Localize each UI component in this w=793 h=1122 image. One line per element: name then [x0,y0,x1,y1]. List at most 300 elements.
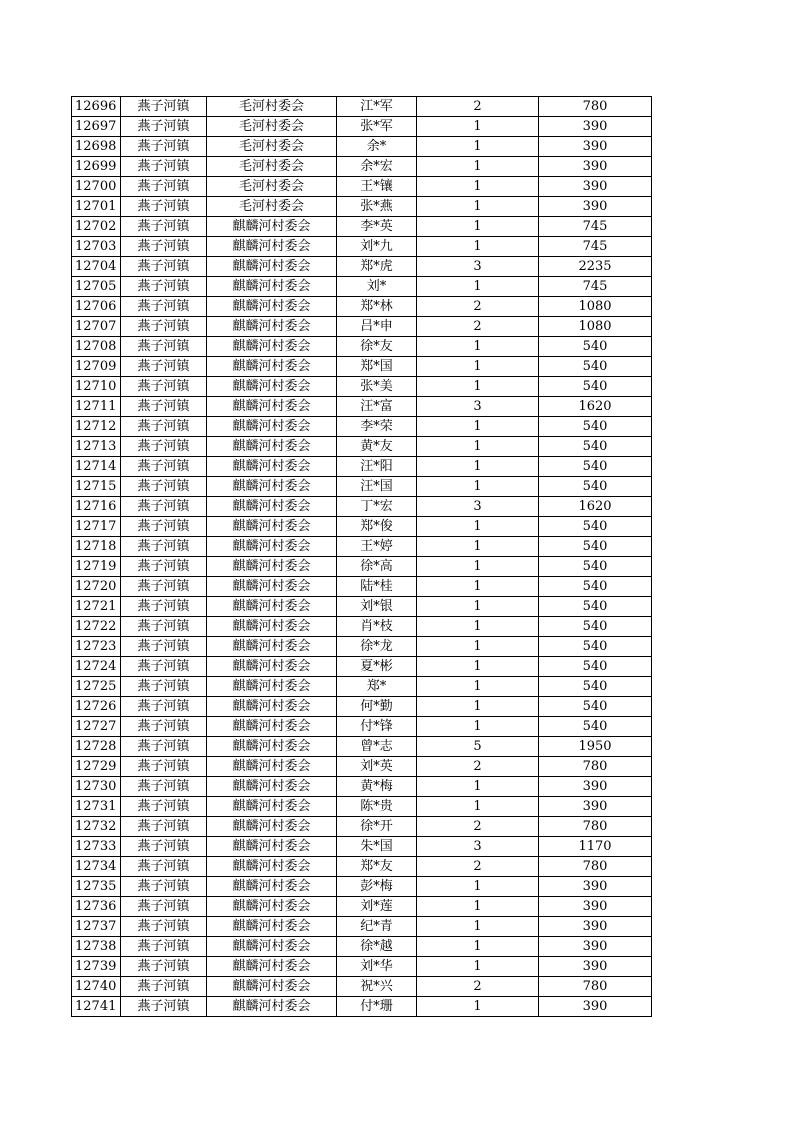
id-cell: 12713 [72,437,121,457]
town-cell: 燕子河镇 [121,837,207,857]
table-row [72,337,652,357]
count-cell: 1 [417,937,539,957]
town-cell: 燕子河镇 [121,317,207,337]
table-row [72,557,652,577]
amount-cell: 1170 [539,837,652,857]
village-cell: 麒麟河村委会 [207,777,337,797]
table-row [72,797,652,817]
name-cell: 徐*龙 [337,637,417,657]
id-cell: 12730 [72,777,121,797]
count-cell: 1 [417,537,539,557]
data-table [71,96,652,1017]
amount-cell: 1620 [539,497,652,517]
count-cell: 2 [417,317,539,337]
amount-cell: 540 [539,537,652,557]
village-cell: 麒麟河村委会 [207,397,337,417]
village-cell: 麒麟河村委会 [207,977,337,997]
id-cell: 12729 [72,757,121,777]
village-cell: 毛河村委会 [207,97,337,117]
table-body [72,97,652,1017]
amount-cell: 390 [539,177,652,197]
id-cell: 12726 [72,697,121,717]
town-cell: 燕子河镇 [121,897,207,917]
town-cell: 燕子河镇 [121,537,207,557]
id-cell: 12705 [72,277,121,297]
count-cell: 1 [417,357,539,377]
village-cell: 麒麟河村委会 [207,437,337,457]
id-cell: 12722 [72,617,121,637]
village-cell: 麒麟河村委会 [207,217,337,237]
table-row [72,897,652,917]
amount-cell: 540 [539,677,652,697]
count-cell: 1 [417,117,539,137]
id-cell: 12727 [72,717,121,737]
town-cell: 燕子河镇 [121,817,207,837]
name-cell: 张*美 [337,377,417,397]
id-cell: 12716 [72,497,121,517]
amount-cell: 1620 [539,397,652,417]
village-cell: 麒麟河村委会 [207,697,337,717]
village-cell: 毛河村委会 [207,197,337,217]
count-cell: 1 [417,477,539,497]
town-cell: 燕子河镇 [121,257,207,277]
count-cell: 1 [417,777,539,797]
amount-cell: 780 [539,97,652,117]
id-cell: 12707 [72,317,121,337]
count-cell: 1 [417,577,539,597]
count-cell: 1 [417,157,539,177]
village-cell: 麒麟河村委会 [207,637,337,657]
town-cell: 燕子河镇 [121,957,207,977]
town-cell: 燕子河镇 [121,937,207,957]
village-cell: 麒麟河村委会 [207,997,337,1017]
village-cell: 麒麟河村委会 [207,597,337,617]
id-cell: 12701 [72,197,121,217]
id-cell: 12735 [72,877,121,897]
town-cell: 燕子河镇 [121,757,207,777]
id-cell: 12738 [72,937,121,957]
count-cell: 2 [417,857,539,877]
id-cell: 12741 [72,997,121,1017]
count-cell: 1 [417,877,539,897]
count-cell: 1 [417,717,539,737]
amount-cell: 540 [539,697,652,717]
count-cell: 1 [417,657,539,677]
table-row [72,837,652,857]
village-cell: 麒麟河村委会 [207,877,337,897]
table-row [72,117,652,137]
count-cell: 1 [417,677,539,697]
town-cell: 燕子河镇 [121,337,207,357]
count-cell: 1 [417,637,539,657]
table-row [72,657,652,677]
id-cell: 12703 [72,237,121,257]
table-row [72,757,652,777]
id-cell: 12717 [72,517,121,537]
id-cell: 12736 [72,897,121,917]
village-cell: 麒麟河村委会 [207,957,337,977]
village-cell: 麒麟河村委会 [207,457,337,477]
id-cell: 12721 [72,597,121,617]
village-cell: 麒麟河村委会 [207,377,337,397]
amount-cell: 780 [539,817,652,837]
village-cell: 麒麟河村委会 [207,897,337,917]
id-cell: 12724 [72,657,121,677]
count-cell: 3 [417,497,539,517]
village-cell: 麒麟河村委会 [207,617,337,637]
id-cell: 12732 [72,817,121,837]
id-cell: 12704 [72,257,121,277]
id-cell: 12719 [72,557,121,577]
amount-cell: 390 [539,137,652,157]
count-cell: 1 [417,337,539,357]
town-cell: 燕子河镇 [121,597,207,617]
village-cell: 麒麟河村委会 [207,517,337,537]
amount-cell: 540 [539,377,652,397]
table-row [72,777,652,797]
amount-cell: 1080 [539,317,652,337]
amount-cell: 540 [539,457,652,477]
town-cell: 燕子河镇 [121,997,207,1017]
id-cell: 12699 [72,157,121,177]
name-cell: 曾*志 [337,737,417,757]
name-cell: 李*英 [337,217,417,237]
count-cell: 1 [417,277,539,297]
count-cell: 2 [417,977,539,997]
name-cell: 王*婷 [337,537,417,557]
count-cell: 3 [417,397,539,417]
count-cell: 1 [417,517,539,537]
count-cell: 1 [417,137,539,157]
town-cell: 燕子河镇 [121,417,207,437]
amount-cell: 390 [539,937,652,957]
name-cell: 黄*梅 [337,777,417,797]
count-cell: 3 [417,257,539,277]
name-cell: 肖*枝 [337,617,417,637]
town-cell: 燕子河镇 [121,797,207,817]
name-cell: 祝*兴 [337,977,417,997]
amount-cell: 390 [539,797,652,817]
name-cell: 吕*申 [337,317,417,337]
table-row [72,517,652,537]
table-row [72,417,652,437]
name-cell: 余* [337,137,417,157]
town-cell: 燕子河镇 [121,477,207,497]
amount-cell: 540 [539,417,652,437]
table-row [72,237,652,257]
name-cell: 郑*虎 [337,257,417,277]
name-cell: 徐*高 [337,557,417,577]
village-cell: 麒麟河村委会 [207,717,337,737]
table-row [72,177,652,197]
table-row [72,917,652,937]
count-cell: 2 [417,97,539,117]
village-cell: 麒麟河村委会 [207,357,337,377]
village-cell: 麒麟河村委会 [207,577,337,597]
village-cell: 麒麟河村委会 [207,237,337,257]
name-cell: 张*军 [337,117,417,137]
name-cell: 陈*贵 [337,797,417,817]
count-cell: 1 [417,217,539,237]
name-cell: 汪*富 [337,397,417,417]
name-cell: 郑*国 [337,357,417,377]
village-cell: 麒麟河村委会 [207,757,337,777]
amount-cell: 1080 [539,297,652,317]
id-cell: 12720 [72,577,121,597]
table-row [72,497,652,517]
village-cell: 麒麟河村委会 [207,837,337,857]
table-row [72,317,652,337]
amount-cell: 540 [539,337,652,357]
amount-cell: 540 [539,477,652,497]
amount-cell: 390 [539,877,652,897]
town-cell: 燕子河镇 [121,177,207,197]
table-row [72,217,652,237]
village-cell: 麒麟河村委会 [207,497,337,517]
id-cell: 12731 [72,797,121,817]
village-cell: 毛河村委会 [207,177,337,197]
amount-cell: 1950 [539,737,652,757]
count-cell: 2 [417,817,539,837]
table-row [72,977,652,997]
name-cell: 付*锋 [337,717,417,737]
table-row [72,857,652,877]
count-cell: 1 [417,417,539,437]
amount-cell: 540 [539,637,652,657]
id-cell: 12711 [72,397,121,417]
count-cell: 1 [417,237,539,257]
town-cell: 燕子河镇 [121,437,207,457]
id-cell: 12712 [72,417,121,437]
village-cell: 毛河村委会 [207,117,337,137]
id-cell: 12734 [72,857,121,877]
id-cell: 12715 [72,477,121,497]
count-cell: 1 [417,997,539,1017]
village-cell: 麒麟河村委会 [207,297,337,317]
amount-cell: 780 [539,857,652,877]
name-cell: 朱*国 [337,837,417,857]
count-cell: 5 [417,737,539,757]
town-cell: 燕子河镇 [121,217,207,237]
id-cell: 12702 [72,217,121,237]
amount-cell: 540 [539,437,652,457]
town-cell: 燕子河镇 [121,877,207,897]
village-cell: 麒麟河村委会 [207,677,337,697]
name-cell: 纪*青 [337,917,417,937]
town-cell: 燕子河镇 [121,557,207,577]
town-cell: 燕子河镇 [121,457,207,477]
name-cell: 刘*九 [337,237,417,257]
amount-cell: 745 [539,277,652,297]
name-cell: 刘*华 [337,957,417,977]
table-row [72,957,652,977]
town-cell: 燕子河镇 [121,977,207,997]
amount-cell: 540 [539,657,652,677]
table-row [72,157,652,177]
amount-cell: 390 [539,117,652,137]
amount-cell: 540 [539,577,652,597]
name-cell: 徐*开 [337,817,417,837]
count-cell: 1 [417,457,539,477]
town-cell: 燕子河镇 [121,617,207,637]
name-cell: 郑*林 [337,297,417,317]
table-row [72,477,652,497]
count-cell: 1 [417,897,539,917]
count-cell: 1 [417,597,539,617]
name-cell: 刘*银 [337,597,417,617]
id-cell: 12740 [72,977,121,997]
table-row [72,737,652,757]
name-cell: 付*珊 [337,997,417,1017]
table-row [72,677,652,697]
village-cell: 麒麟河村委会 [207,657,337,677]
name-cell: 陆*桂 [337,577,417,597]
town-cell: 燕子河镇 [121,137,207,157]
village-cell: 麒麟河村委会 [207,477,337,497]
town-cell: 燕子河镇 [121,497,207,517]
name-cell: 张*燕 [337,197,417,217]
town-cell: 燕子河镇 [121,857,207,877]
name-cell: 何*勤 [337,697,417,717]
table-row [72,457,652,477]
count-cell: 1 [417,197,539,217]
name-cell: 夏*彬 [337,657,417,677]
count-cell: 1 [417,797,539,817]
name-cell: 刘* [337,277,417,297]
town-cell: 燕子河镇 [121,637,207,657]
count-cell: 2 [417,757,539,777]
town-cell: 燕子河镇 [121,397,207,417]
village-cell: 麒麟河村委会 [207,917,337,937]
table-row [72,537,652,557]
village-cell: 麒麟河村委会 [207,857,337,877]
table-row [72,97,652,117]
village-cell: 麒麟河村委会 [207,737,337,757]
name-cell: 郑*俊 [337,517,417,537]
village-cell: 麒麟河村委会 [207,537,337,557]
count-cell: 1 [417,557,539,577]
name-cell: 刘*英 [337,757,417,777]
table-row [72,637,652,657]
id-cell: 12714 [72,457,121,477]
village-cell: 毛河村委会 [207,137,337,157]
table-row [72,697,652,717]
table-row [72,277,652,297]
id-cell: 12706 [72,297,121,317]
id-cell: 12708 [72,337,121,357]
amount-cell: 2235 [539,257,652,277]
name-cell: 郑*友 [337,857,417,877]
name-cell: 徐*越 [337,937,417,957]
id-cell: 12710 [72,377,121,397]
amount-cell: 390 [539,197,652,217]
id-cell: 12725 [72,677,121,697]
town-cell: 燕子河镇 [121,657,207,677]
village-cell: 麒麟河村委会 [207,797,337,817]
amount-cell: 780 [539,977,652,997]
amount-cell: 540 [539,357,652,377]
village-cell: 麒麟河村委会 [207,277,337,297]
amount-cell: 390 [539,957,652,977]
id-cell: 12700 [72,177,121,197]
name-cell: 丁*宏 [337,497,417,517]
name-cell: 郑* [337,677,417,697]
count-cell: 1 [417,617,539,637]
amount-cell: 540 [539,517,652,537]
town-cell: 燕子河镇 [121,377,207,397]
town-cell: 燕子河镇 [121,917,207,937]
amount-cell: 540 [539,717,652,737]
name-cell: 黄*友 [337,437,417,457]
name-cell: 彭*梅 [337,877,417,897]
id-cell: 12697 [72,117,121,137]
table-row [72,817,652,837]
count-cell: 3 [417,837,539,857]
id-cell: 12739 [72,957,121,977]
amount-cell: 390 [539,997,652,1017]
table-row [72,397,652,417]
count-cell: 1 [417,437,539,457]
village-cell: 麒麟河村委会 [207,317,337,337]
count-cell: 1 [417,957,539,977]
amount-cell: 540 [539,617,652,637]
table-row [72,937,652,957]
id-cell: 12709 [72,357,121,377]
amount-cell: 390 [539,917,652,937]
amount-cell: 745 [539,217,652,237]
town-cell: 燕子河镇 [121,297,207,317]
amount-cell: 540 [539,597,652,617]
table-row [72,577,652,597]
village-cell: 麒麟河村委会 [207,337,337,357]
name-cell: 李*荣 [337,417,417,437]
village-cell: 麒麟河村委会 [207,417,337,437]
count-cell: 1 [417,177,539,197]
town-cell: 燕子河镇 [121,777,207,797]
town-cell: 燕子河镇 [121,677,207,697]
count-cell: 1 [417,377,539,397]
table-row [72,877,652,897]
town-cell: 燕子河镇 [121,517,207,537]
town-cell: 燕子河镇 [121,157,207,177]
village-cell: 麒麟河村委会 [207,817,337,837]
amount-cell: 390 [539,897,652,917]
count-cell: 1 [417,917,539,937]
table-row [72,437,652,457]
table-row [72,257,652,277]
name-cell: 汪*国 [337,477,417,497]
id-cell: 12723 [72,637,121,657]
table-row [72,137,652,157]
village-cell: 麒麟河村委会 [207,257,337,277]
name-cell: 徐*友 [337,337,417,357]
name-cell: 江*军 [337,97,417,117]
amount-cell: 745 [539,237,652,257]
town-cell: 燕子河镇 [121,97,207,117]
town-cell: 燕子河镇 [121,577,207,597]
table-row [72,377,652,397]
table-row [72,617,652,637]
amount-cell: 540 [539,557,652,577]
name-cell: 汪*阳 [337,457,417,477]
town-cell: 燕子河镇 [121,357,207,377]
town-cell: 燕子河镇 [121,197,207,217]
table-row [72,197,652,217]
town-cell: 燕子河镇 [121,237,207,257]
town-cell: 燕子河镇 [121,717,207,737]
id-cell: 12737 [72,917,121,937]
table-row [72,297,652,317]
